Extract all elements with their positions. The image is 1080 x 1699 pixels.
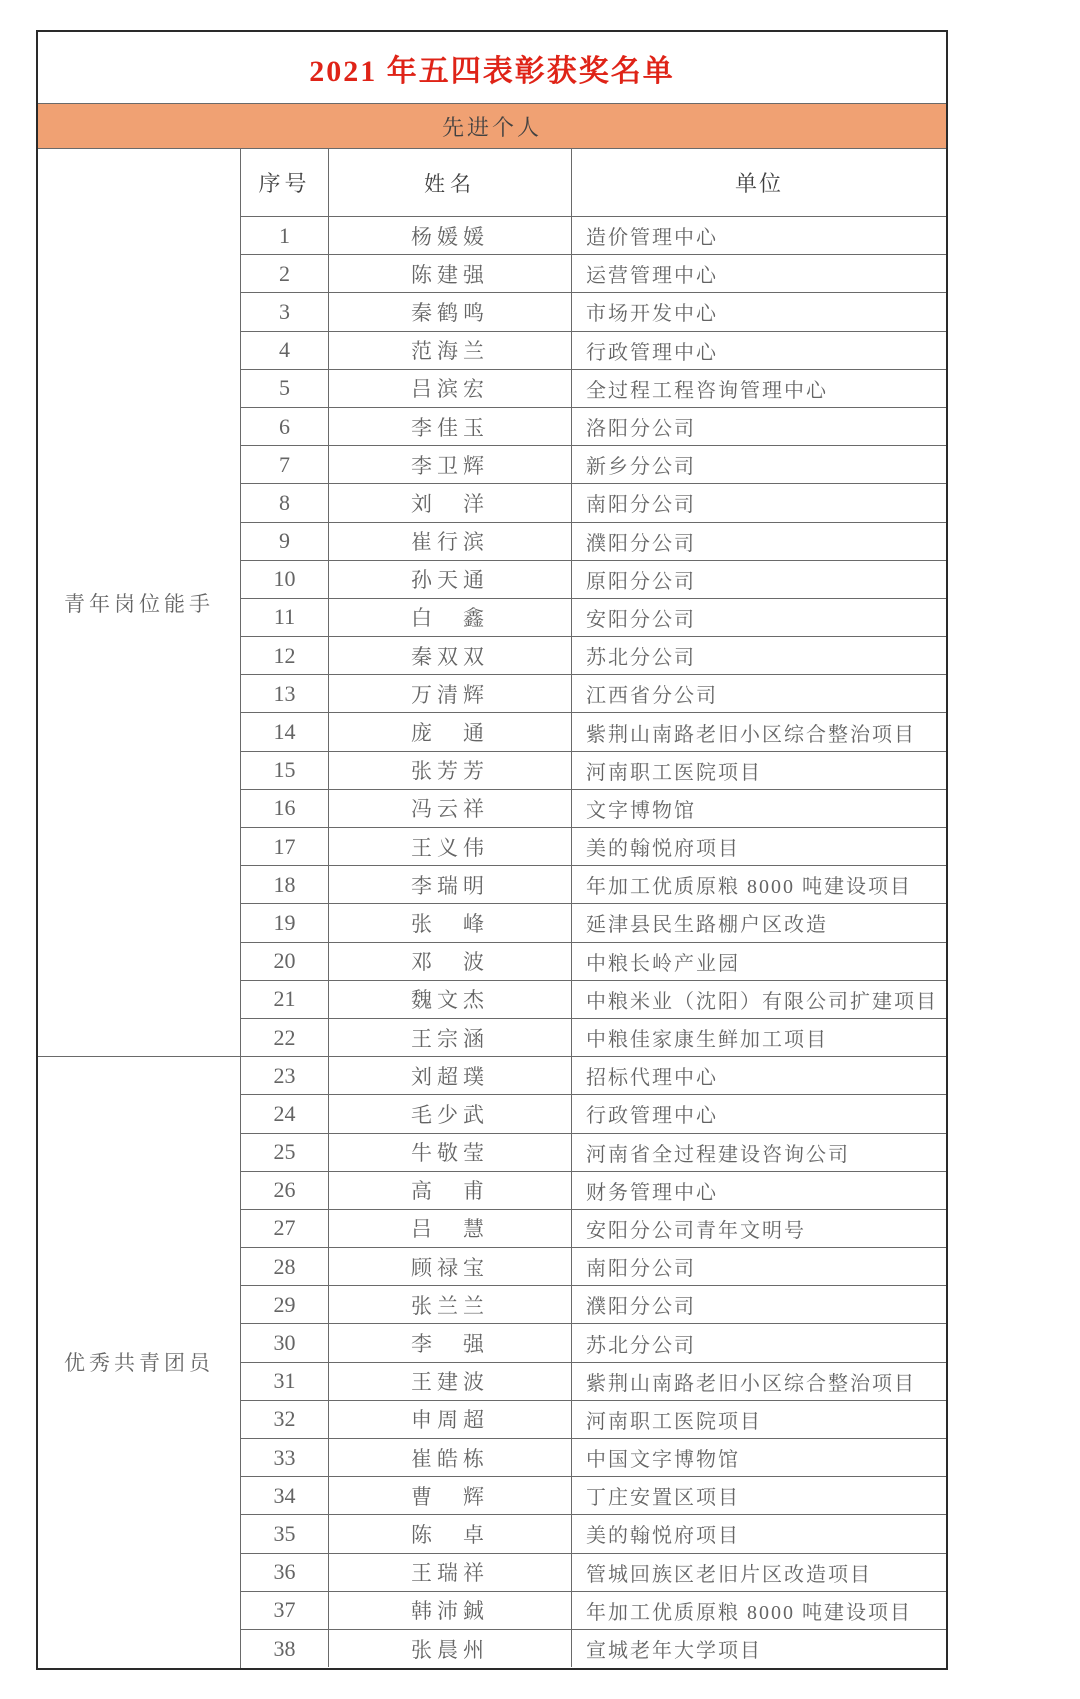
- row-name-cell: 秦鹤鸣: [329, 293, 572, 330]
- table-row: [241, 674, 946, 712]
- row-unit-cell: 美的翰悦府项目: [586, 838, 740, 861]
- row-unit-cell: 新乡分公司: [586, 456, 696, 479]
- row-index-cell: 26: [241, 1172, 329, 1209]
- row-index-cell: 16: [241, 790, 329, 827]
- table-row: [241, 1209, 946, 1247]
- row-name-cell: 吕滨宏: [329, 370, 572, 407]
- row-unit-cell: 招标代理中心: [586, 1067, 718, 1090]
- row-name-cell: 崔行滨: [329, 523, 572, 560]
- row-unit-cell: 濮阳分公司: [586, 1296, 696, 1319]
- table-row: [241, 903, 946, 941]
- table-row: [241, 789, 946, 827]
- row-index-cell: 35: [241, 1515, 329, 1552]
- award-table: [36, 30, 948, 1670]
- header-index: 序号: [241, 149, 329, 216]
- row-index-cell: 11: [241, 599, 329, 636]
- table-row: [241, 445, 946, 483]
- row-unit-cell: 管城回族区老旧片区改造项目: [586, 1563, 872, 1586]
- row-index-cell: 24: [241, 1095, 329, 1132]
- row-unit-cell: 河南职工医院项目: [586, 1410, 762, 1433]
- table-row: [241, 1094, 946, 1132]
- row-name-cell: 顾禄宝: [329, 1248, 572, 1285]
- row-unit-cell: 丁庄安置区项目: [586, 1487, 740, 1510]
- row-index-cell: 22: [241, 1019, 329, 1056]
- table-row: [241, 1591, 946, 1629]
- row-index-cell: 33: [241, 1439, 329, 1476]
- row-unit-cell: 苏北分公司: [586, 647, 696, 670]
- row-name-cell: 毛少武: [329, 1095, 572, 1132]
- table-row: [241, 560, 946, 598]
- row-name-cell: 王义伟: [329, 828, 572, 865]
- row-name-cell: 王建波: [329, 1363, 572, 1400]
- row-unit-cell: 南阳分公司: [586, 1258, 696, 1281]
- table-row: [241, 483, 946, 521]
- table-row: [241, 369, 946, 407]
- row-unit-cell: 紫荆山南路老旧小区综合整治项目: [586, 723, 916, 746]
- category-cell: 优秀共青团员: [38, 1056, 240, 1667]
- row-index-cell: 15: [241, 752, 329, 789]
- row-index-cell: 4: [241, 332, 329, 369]
- row-unit-cell: 造价管理中心: [586, 227, 718, 250]
- table-row: [241, 636, 946, 674]
- row-name-cell: 冯云祥: [329, 790, 572, 827]
- table-row: [241, 1247, 946, 1285]
- table-row: [241, 827, 946, 865]
- row-index-cell: 13: [241, 675, 329, 712]
- main-column: [241, 149, 946, 1668]
- table-row: [241, 1629, 946, 1667]
- row-index-cell: 7: [241, 446, 329, 483]
- row-name-cell: 孙天通: [329, 561, 572, 598]
- row-index-cell: 29: [241, 1286, 329, 1323]
- row-index-cell: 2: [241, 255, 329, 292]
- row-index-cell: 36: [241, 1554, 329, 1591]
- table-row: [241, 1018, 946, 1056]
- table-row: [241, 331, 946, 369]
- table-row: [241, 292, 946, 330]
- row-unit-cell: 市场开发中心: [586, 303, 718, 326]
- row-name-cell: 李佳玉: [329, 408, 572, 445]
- row-unit-cell: 中粮长岭产业园: [586, 952, 740, 975]
- row-unit-cell: 中粮米业（沈阳）有限公司扩建项目: [586, 990, 938, 1013]
- row-name-cell: 白 鑫: [329, 599, 572, 636]
- row-index-cell: 28: [241, 1248, 329, 1285]
- table-row: [241, 1553, 946, 1591]
- table-row: [241, 598, 946, 636]
- row-unit-cell: 苏北分公司: [586, 1334, 696, 1357]
- row-index-cell: 31: [241, 1363, 329, 1400]
- row-name-cell: 陈 卓: [329, 1515, 572, 1552]
- row-index-cell: 14: [241, 713, 329, 750]
- table-row: [241, 1171, 946, 1209]
- row-unit-cell: 中粮佳家康生鲜加工项目: [586, 1029, 828, 1052]
- row-index-cell: 8: [241, 484, 329, 521]
- row-name-cell: 万清辉: [329, 675, 572, 712]
- row-index-cell: 5: [241, 370, 329, 407]
- table-row: [241, 1056, 946, 1094]
- table-row: [241, 712, 946, 750]
- table-row: [241, 216, 946, 254]
- table-row: [241, 407, 946, 445]
- row-name-cell: 李卫辉: [329, 446, 572, 483]
- page-title: 2021 年五四表彰获奖名单: [38, 32, 946, 104]
- table-row: [241, 1438, 946, 1476]
- row-name-cell: 申周超: [329, 1401, 572, 1438]
- table-row: [241, 1285, 946, 1323]
- table-row: [241, 1400, 946, 1438]
- row-index-cell: 17: [241, 828, 329, 865]
- table-row: [241, 254, 946, 292]
- row-index-cell: 6: [241, 408, 329, 445]
- row-unit-cell: 中国文字博物馆: [586, 1449, 740, 1472]
- table-row: [241, 1476, 946, 1514]
- row-name-cell: 刘 洋: [329, 484, 572, 521]
- row-unit-cell: 文字博物馆: [586, 799, 696, 822]
- table-row: [241, 751, 946, 789]
- row-index-cell: 9: [241, 523, 329, 560]
- row-name-cell: 陈建强: [329, 255, 572, 292]
- row-unit-cell: 江西省分公司: [586, 685, 718, 708]
- row-unit-cell: 紫荆山南路老旧小区综合整治项目: [586, 1372, 916, 1395]
- row-unit-cell: 美的翰悦府项目: [586, 1525, 740, 1548]
- row-index-cell: 19: [241, 904, 329, 941]
- row-unit-cell: 洛阳分公司: [586, 418, 696, 441]
- row-unit-cell: 全过程工程咨询管理中心: [586, 379, 828, 402]
- row-index-cell: 25: [241, 1134, 329, 1171]
- row-name-cell: 邓 波: [329, 943, 572, 980]
- row-name-cell: 李瑞明: [329, 866, 572, 903]
- row-index-cell: 18: [241, 866, 329, 903]
- header-unit: 单位: [734, 171, 783, 196]
- row-unit-cell: 原阳分公司: [586, 570, 696, 593]
- row-name-cell: 韩沛鋮: [329, 1592, 572, 1629]
- row-unit-cell: 南阳分公司: [586, 494, 696, 517]
- row-name-cell: 秦双双: [329, 637, 572, 674]
- row-unit-cell: 行政管理中心: [586, 1105, 718, 1128]
- table-row: [241, 1362, 946, 1400]
- row-name-cell: 牛敬莹: [329, 1134, 572, 1171]
- row-unit-cell: 濮阳分公司: [586, 532, 696, 555]
- row-name-cell: 庞 通: [329, 713, 572, 750]
- table-row: [241, 522, 946, 560]
- row-name-cell: 王瑞祥: [329, 1554, 572, 1591]
- row-unit-cell: 宣城老年大学项目: [586, 1640, 762, 1663]
- row-index-cell: 12: [241, 637, 329, 674]
- row-unit-cell: 安阳分公司: [586, 608, 696, 631]
- row-index-cell: 34: [241, 1477, 329, 1514]
- row-unit-cell: 年加工优质原粮 8000 吨建设项目: [586, 1601, 912, 1624]
- table-row: [241, 865, 946, 903]
- row-name-cell: 杨媛媛: [329, 217, 572, 254]
- row-index-cell: 37: [241, 1592, 329, 1629]
- table-row: [241, 1514, 946, 1552]
- row-index-cell: 27: [241, 1210, 329, 1247]
- row-name-cell: 曹 辉: [329, 1477, 572, 1514]
- row-unit-cell: 延津县民生路棚户区改造: [586, 914, 828, 937]
- row-name-cell: 刘超璞: [329, 1057, 572, 1094]
- row-unit-cell: 运营管理中心: [586, 265, 718, 288]
- row-name-cell: 高 甫: [329, 1172, 572, 1209]
- row-name-cell: 崔皓栋: [329, 1439, 572, 1476]
- table-row: [241, 942, 946, 980]
- row-name-cell: 李 强: [329, 1324, 572, 1361]
- row-unit-cell: 行政管理中心: [586, 341, 718, 364]
- row-name-cell: 王宗涵: [329, 1019, 572, 1056]
- rows-container: [241, 216, 946, 1667]
- row-index-cell: 10: [241, 561, 329, 598]
- row-index-cell: 32: [241, 1401, 329, 1438]
- row-name-cell: 吕 慧: [329, 1210, 572, 1247]
- row-unit-cell: 年加工优质原粮 8000 吨建设项目: [586, 876, 912, 899]
- row-name-cell: 张 峰: [329, 904, 572, 941]
- row-unit-cell: 河南省全过程建设咨询公司: [586, 1143, 850, 1166]
- table-body: [38, 149, 946, 1668]
- row-name-cell: 张晨州: [329, 1630, 572, 1667]
- row-index-cell: 3: [241, 293, 329, 330]
- row-index-cell: 30: [241, 1324, 329, 1361]
- row-index-cell: 38: [241, 1630, 329, 1667]
- row-index-cell: 20: [241, 943, 329, 980]
- row-name-cell: 魏文杰: [329, 981, 572, 1018]
- row-name-cell: 范海兰: [329, 332, 572, 369]
- header-name: 姓名: [329, 149, 572, 216]
- row-name-cell: 张兰兰: [329, 1286, 572, 1323]
- section-banner: 先进个人: [38, 104, 946, 149]
- row-name-cell: 张芳芳: [329, 752, 572, 789]
- row-unit-cell: 财务管理中心: [586, 1181, 718, 1204]
- row-unit-cell: 安阳分公司青年文明号: [586, 1219, 806, 1242]
- table-row: [241, 1133, 946, 1171]
- row-index-cell: 21: [241, 981, 329, 1018]
- row-index-cell: 23: [241, 1057, 329, 1094]
- row-index-cell: 1: [241, 217, 329, 254]
- category-cell: 青年岗位能手: [64, 591, 214, 616]
- table-row: [241, 1323, 946, 1361]
- table-header-row: [241, 149, 946, 216]
- table-row: [241, 980, 946, 1018]
- category-column: [38, 149, 241, 1668]
- row-unit-cell: 河南职工医院项目: [586, 761, 762, 784]
